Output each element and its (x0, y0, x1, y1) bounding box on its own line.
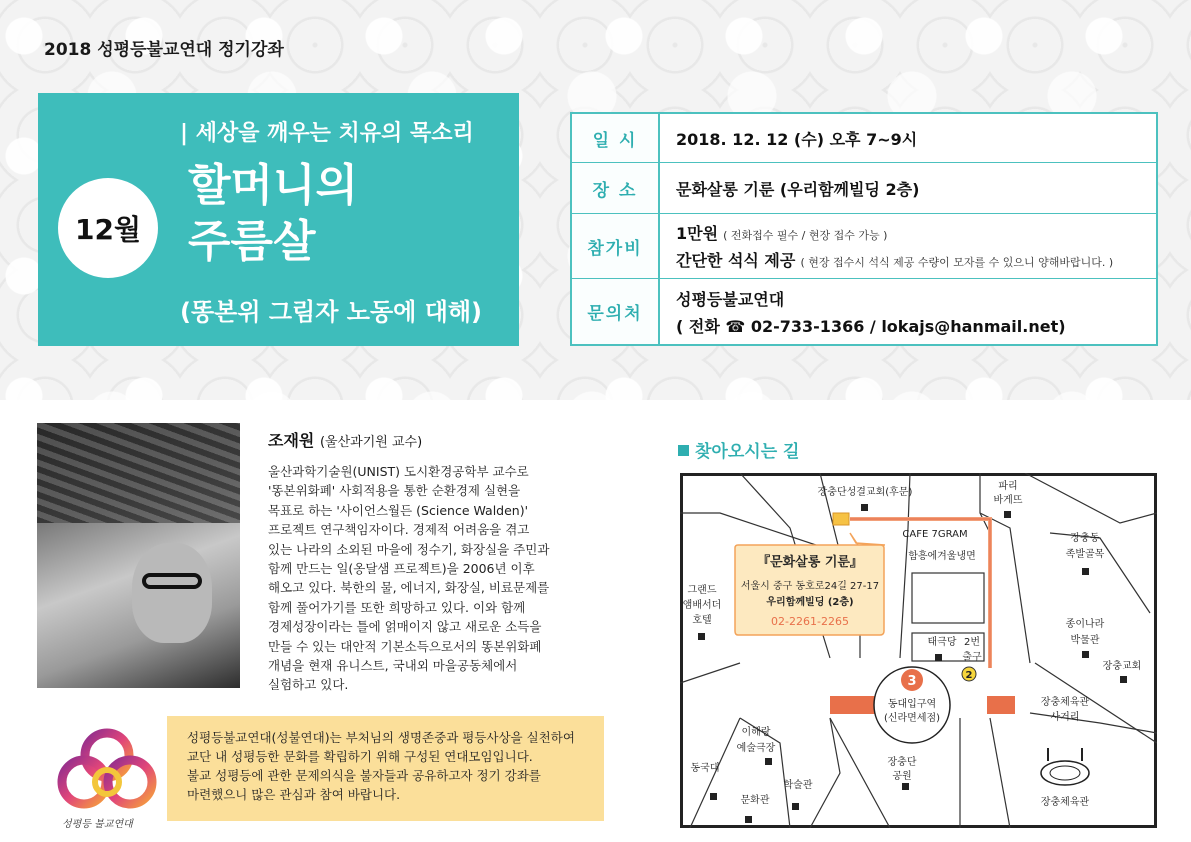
venue-marker (833, 513, 849, 525)
lecture-title-line1: 할머니의 (188, 160, 359, 211)
exit2-number: 2 (965, 670, 973, 681)
landmark-hotel-3: 호텔 (692, 615, 712, 626)
info-row-date (572, 114, 1156, 163)
square-bullet-icon (678, 445, 689, 456)
landmark-jokbal-2: 족발골목 (1065, 549, 1105, 560)
landmark-jokbal-1: 장충동 (1070, 533, 1100, 544)
landmark-taegeukdang: 태극당 (927, 637, 957, 648)
place-label: 장 소 (572, 163, 660, 213)
station-bar-right (987, 696, 1015, 714)
landmark-dongguk: 동국대 (690, 763, 720, 774)
month-badge (58, 178, 158, 278)
meal-note: ( 현장 접수시 석식 제공 수량이 모자를 수 있으니 양해바랍니다. ) (800, 256, 1114, 269)
speaker-photo (37, 423, 240, 688)
info-row-fee (572, 214, 1156, 279)
exit2-label-1: 2번 (963, 637, 981, 648)
meal-info: 간단한 석식 제공 (676, 251, 796, 270)
landmark-church-top: 장충단성결교회(후문) (817, 487, 913, 498)
month-label: 12월 (74, 213, 141, 246)
venue-name: 『문화살롱 기룬』 (757, 555, 863, 570)
venue-building: 우리함께빌딩 (2층) (766, 597, 854, 608)
logo-wordmark: 성평등 불교연대 (62, 819, 133, 830)
landmark-gym-junction-1: 장충체육관 (1040, 697, 1090, 708)
directions-heading (678, 437, 799, 462)
directions-heading-text: 찾아오시는 길 (695, 442, 800, 462)
fee-amount: 1만원 (676, 224, 719, 243)
date-value: 2018. 12. 12 (수) 오후 7~9시 (676, 129, 918, 149)
station-sub: (신라면세점) (883, 713, 941, 724)
place-value: 문화살롱 기룬 (우리함께빌딩 2층) (676, 179, 920, 199)
landmark-park-2: 공원 (892, 771, 912, 782)
landmark-paris-1: 파리 (998, 481, 1018, 492)
exit2-label-2: 출구 (962, 652, 982, 663)
lecture-title (188, 158, 508, 270)
landmark-paper-2: 박물관 (1070, 635, 1100, 646)
contact-label: 문의처 (572, 279, 660, 344)
landmark-theater-2: 예술극장 (736, 743, 776, 754)
landmark-hakseul: 학술관 (783, 780, 813, 791)
contact-detail: ( 전화 ☎ 02-733-1366 / lokajs@hanmail.net) (676, 316, 1066, 336)
fee-label: 참가비 (572, 214, 660, 278)
landmark-munhwa: 문화관 (740, 795, 770, 806)
landmark-theater-1: 이해랑 (741, 727, 771, 738)
speaker-name: 조재원 (268, 431, 315, 450)
exit3-number: 3 (907, 674, 917, 689)
organization-description: 성평등불교연대(성불연대)는 부처님의 생명존중과 평등사상을 실천하여 교단 내 성평등한 문화를 확립하기 위해 구성된 연대모임입니다. 불교 성평등에 관한 문제의식을 불자들과 공유하고자 정기 강좌를 마련했으니 많은 관심과 참여 바랍니다. (167, 716, 604, 821)
speaker-bio: 울산과학기술원(UNIST) 도시환경공학부 교수로 '똥본위화폐' 사회적용을 통한 순환경제 실현을 목표로 하는 '사이언스월든 (Science Walden)' 프로젝트 연구책임자이다. 경제적 어려움을 겪고 있는 나라의 소외된 마을에 정수기, 화장실을 주민과 함께 만드는 일(옹달샘 프로젝트)을 2006년 이후 해오고 있다. 북한의 물, 에너지, 화장실, 비료문제를 함께 풀어가기를 또한 희망하고 있다. 이와 함께 경제성장이라는 틀에 얽매이지 않고 새로운 소득을 만들 수 있는 대안적 기본소득으로서의 똥본위화폐 개념을 현재 유니스트, 국내외 마을공동체에서 실험하고 있다. (268, 464, 550, 693)
landmark-paris-2: 바게뜨 (993, 495, 1023, 506)
lecture-title-line2: 주름살 (188, 216, 316, 267)
landmark-paper-1: 종이나라 (1065, 619, 1105, 630)
landmark-park-1: 장충단 (887, 757, 917, 768)
event-info-table (570, 112, 1158, 346)
info-row-place (572, 163, 1156, 214)
organization-logo (52, 720, 162, 830)
speaker-heading (268, 428, 422, 451)
page-header-title: 2018 성평등불교연대 정기강좌 (44, 40, 284, 60)
landmark-gym: 장충체육관 (1040, 797, 1090, 808)
speaker-affiliation: (울산과기원 교수) (319, 435, 423, 450)
venue-address: 서울시 중구 동호로24길 27-17 (740, 581, 880, 592)
fee-note: ( 전화접수 필수 / 현장 접수 가능 ) (723, 229, 888, 242)
lecture-subtitle: (똥본위 그림자 노동에 대해) (180, 298, 483, 326)
landmark-cafe: CAFE 7GRAM (902, 529, 968, 540)
date-label: 일 시 (572, 114, 660, 162)
landmark-jangchung-church: 장충교회 (1102, 661, 1142, 672)
contact-org: 성평등불교연대 (676, 289, 785, 309)
landmark-hotel-1: 그랜드 (687, 585, 717, 596)
banner-subtitle: | 세상을 깨우는 치유의 목소리 (180, 121, 474, 146)
station-name: 동대입구역 (887, 699, 937, 710)
location-map (680, 473, 1157, 828)
landmark-gym-junction-2: 사거리 (1050, 712, 1080, 723)
venue-phone: 02-2261-2265 (771, 615, 849, 628)
landmark-hotel-2: 앰배서더 (682, 600, 722, 611)
info-row-contact (572, 279, 1156, 344)
landmark-hamheung: 함흥에겨울냉면 (908, 551, 976, 562)
